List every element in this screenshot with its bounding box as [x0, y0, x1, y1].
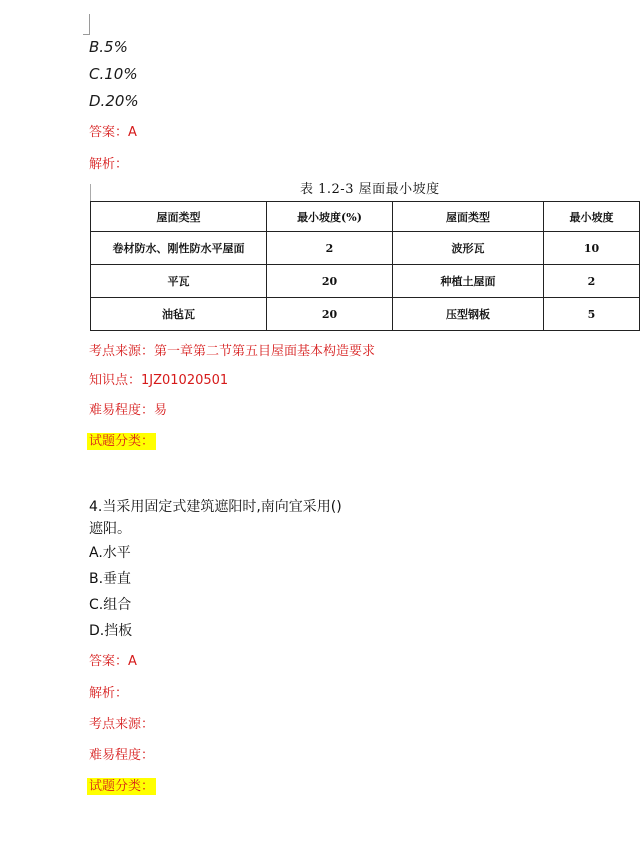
knowledge-point-label: 知识点：1JZ01020501	[89, 373, 229, 388]
text-cursor-corner-mark	[89, 14, 90, 35]
category-line	[89, 430, 156, 449]
table-cell: 20	[267, 265, 393, 298]
table-cell: 压型钢板	[393, 298, 544, 331]
table-header-cell: 最小坡度(%)	[267, 202, 393, 232]
table-cell: 卷材防水、刚性防水平屋面	[91, 232, 267, 265]
table-header-cell: 最小坡度	[544, 202, 640, 232]
table-row	[91, 232, 640, 265]
source-label: 考点来源：第一章第二节第五目屋面基本构造要求	[89, 344, 376, 359]
answer-label: 答案：A	[89, 654, 137, 669]
table-row	[91, 265, 640, 298]
table-header-cell: 屋面类型	[91, 202, 267, 232]
table-cell: 油毡瓦	[91, 298, 267, 331]
table-header-cell: 屋面类型	[393, 202, 544, 232]
option-c: C.10%	[89, 65, 138, 83]
analysis-label: 解析：	[89, 686, 129, 701]
option-b: B.5%	[89, 38, 128, 56]
category-line	[89, 775, 156, 794]
difficulty-label: 难易程度：易	[89, 403, 168, 418]
table-cell: 2	[544, 265, 640, 298]
question-stem-continued: 遮阳。	[89, 521, 131, 537]
category-label: 试题分类：	[89, 434, 155, 449]
table-margin-rule	[90, 184, 91, 202]
option-c: C.组合	[89, 597, 132, 613]
table-row	[91, 298, 640, 331]
source-label: 考点来源：	[89, 717, 155, 732]
option-a: A.水平	[89, 545, 131, 561]
table-cell: 10	[544, 232, 640, 265]
option-d: D.挡板	[89, 623, 133, 639]
table-cell: 20	[267, 298, 393, 331]
answer-label: 答案：A	[89, 125, 137, 140]
difficulty-label: 难易程度：	[89, 748, 155, 763]
table-cell: 平瓦	[91, 265, 267, 298]
question-stem: 4.当采用固定式建筑遮阳时,南向宜采用()	[89, 499, 342, 515]
table-cell: 5	[544, 298, 640, 331]
table-cell: 波形瓦	[393, 232, 544, 265]
min-slope-table	[90, 201, 640, 331]
table-cell: 种植土屋面	[393, 265, 544, 298]
option-b: B.垂直	[89, 571, 132, 587]
table-header-row	[91, 202, 640, 232]
category-label: 试题分类：	[89, 779, 155, 794]
option-d: D.20%	[89, 92, 139, 110]
analysis-label: 解析：	[89, 157, 129, 172]
table-caption: 表 1.2-3 屋面最小坡度	[300, 182, 440, 197]
table-cell: 2	[267, 232, 393, 265]
